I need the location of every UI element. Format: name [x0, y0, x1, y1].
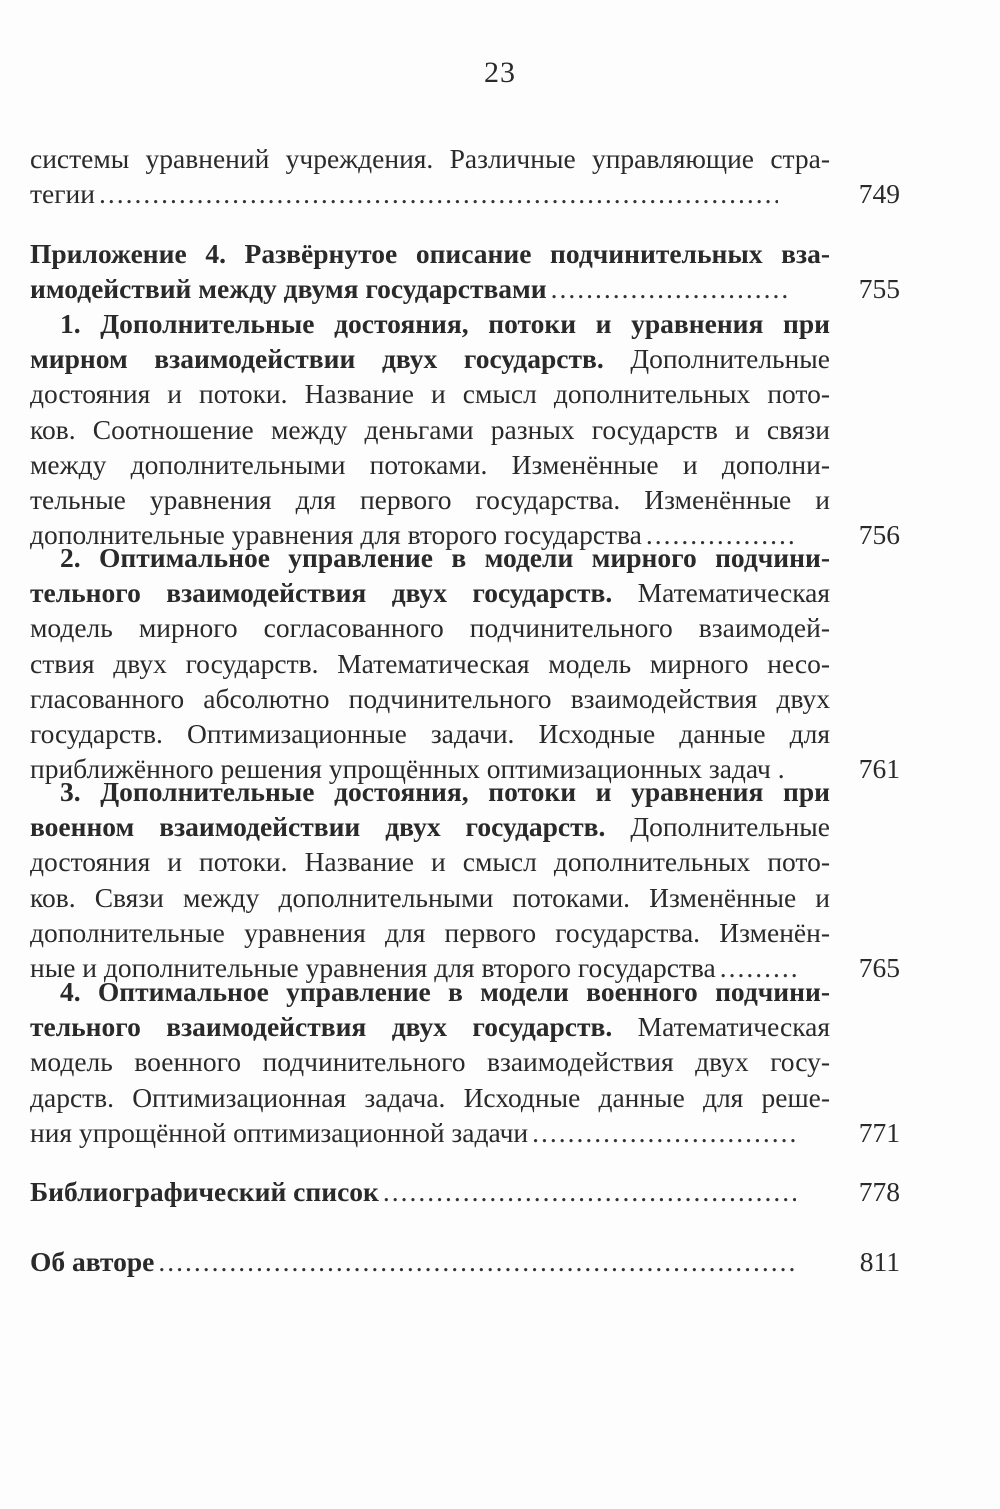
toc-line [30, 716, 830, 751]
toc-heading: Об авторе [30, 1246, 155, 1277]
toc-line [30, 236, 830, 271]
toc-text: Дополнительные [605, 811, 830, 843]
toc-line [30, 1009, 830, 1044]
toc-entry-section-3[interactable] [30, 774, 900, 985]
dot-leader [532, 1115, 796, 1150]
toc-text: ков. Связи между дополнительными потоками. Изменённые и [30, 881, 830, 913]
toc-text: системы уравнений учреждения. Различные управляющие стра- [30, 143, 830, 174]
toc-line [30, 306, 830, 341]
toc-line [30, 610, 830, 645]
toc-line [30, 412, 830, 447]
toc-text: между дополнительными потоками. Изменённые и дополни- [30, 448, 830, 480]
dot-leader [99, 176, 778, 211]
toc-text: достояния и потоки. Название и смысл дополнительных пото- [30, 846, 830, 878]
toc-entry-about-author[interactable] [30, 1244, 900, 1279]
page-ref: 771 [858, 1116, 900, 1148]
toc-line-last [30, 1244, 900, 1279]
toc-heading: 4. Оптимальное управление в модели военного подчини- [60, 976, 830, 1007]
toc-text: приближённого решения упрощённых оптимизационных задач . [30, 753, 785, 785]
toc-text: тельные уравнения для первого государства. Изменённые и [30, 483, 830, 515]
dot-leader [158, 1244, 796, 1279]
toc-entry-appendix-4[interactable] [30, 236, 900, 306]
page-ref: 755 [858, 273, 900, 305]
toc-heading: мирном взаимодействии двух государств. [30, 343, 604, 375]
toc-text: модель мирного согласованного подчинительного взаимодей- [30, 612, 830, 644]
toc-entry-continuation[interactable] [30, 141, 900, 211]
toc-heading: 1. Дополнительные достояния, потоки и уравнения при [60, 308, 830, 339]
toc-text: гласованного абсолютно подчинительного взаимодействия двух [30, 682, 830, 714]
toc-line-last [30, 271, 900, 306]
toc-text: ствия двух государств. Математическая модель мирного несо- [30, 647, 830, 679]
toc-heading: Приложение 4. Развёрнутое описание подчинительных вза- [30, 238, 830, 269]
toc-text: Математическая [612, 577, 830, 609]
page-ref: 811 [859, 1246, 900, 1277]
toc-entry-section-2[interactable] [30, 540, 900, 786]
toc-heading: тельного взаимодействия двух государств. [30, 577, 613, 609]
toc-text: тегии [30, 178, 95, 210]
toc-line-last [30, 176, 900, 211]
page-ref: 778 [858, 1176, 900, 1207]
toc-line [30, 974, 830, 1009]
toc-line [30, 376, 830, 411]
toc-text: ков. Соотношение между деньгами разных государств и связи [30, 413, 830, 445]
page-number: 23 [484, 56, 516, 89]
toc-line [30, 809, 830, 844]
toc-line [30, 915, 830, 950]
dot-leader [551, 271, 792, 306]
toc-line [30, 575, 830, 610]
toc-heading: 2. Оптимальное управление в модели мирного подчини- [60, 542, 830, 573]
dot-leader [383, 1174, 796, 1209]
toc-line [30, 540, 830, 575]
toc-line [30, 447, 830, 482]
toc-text: ные и дополнительные уравнения для второго государства [30, 951, 716, 983]
page-ref: 765 [858, 951, 900, 983]
page-ref: 761 [858, 753, 900, 785]
toc-line [30, 681, 830, 716]
toc-heading: Библиографический список [30, 1176, 379, 1207]
toc-line-last [30, 1174, 900, 1209]
toc-text: дарств. Оптимизационная задача. Исходные данные для реше- [30, 1081, 830, 1113]
toc-line [30, 646, 830, 681]
toc-line [30, 774, 830, 809]
toc-text: Математическая [612, 1011, 830, 1043]
toc-entry-section-1[interactable] [30, 306, 900, 552]
toc-line [30, 844, 830, 879]
toc-heading: имодействий между двумя государствами [30, 273, 547, 305]
toc-text: Дополнительные [603, 343, 830, 375]
toc-heading: тельного взаимодействия двух государств. [30, 1011, 613, 1043]
toc-line [30, 1044, 830, 1079]
toc-entry-bibliography[interactable] [30, 1174, 900, 1209]
toc-line [30, 141, 830, 176]
toc-line [30, 880, 830, 915]
toc-text: достояния и потоки. Название и смысл дополнительных пото- [30, 378, 830, 410]
toc-line [30, 1080, 830, 1115]
toc-text: модель военного подчинительного взаимодействия двух госу- [30, 1046, 830, 1078]
toc-text: ния упрощённой оптимизационной задачи [30, 1116, 529, 1148]
toc-text: дополнительные уравнения для первого государства. Изменён- [30, 916, 830, 948]
toc-line [30, 341, 830, 376]
page-ref: 749 [858, 178, 900, 210]
toc-heading: военном взаимодействии двух государств. [30, 811, 606, 843]
toc-line [30, 482, 830, 517]
toc-line-last [30, 1115, 900, 1150]
toc-text: государств. Оптимизационные задачи. Исходные данные для [30, 717, 830, 749]
toc-text: дополнительные уравнения для второго государства [30, 519, 642, 551]
toc-entry-section-4[interactable] [30, 974, 900, 1150]
page-ref: 756 [858, 519, 900, 551]
toc-heading: 3. Дополнительные достояния, потоки и уравнения при [60, 776, 830, 807]
